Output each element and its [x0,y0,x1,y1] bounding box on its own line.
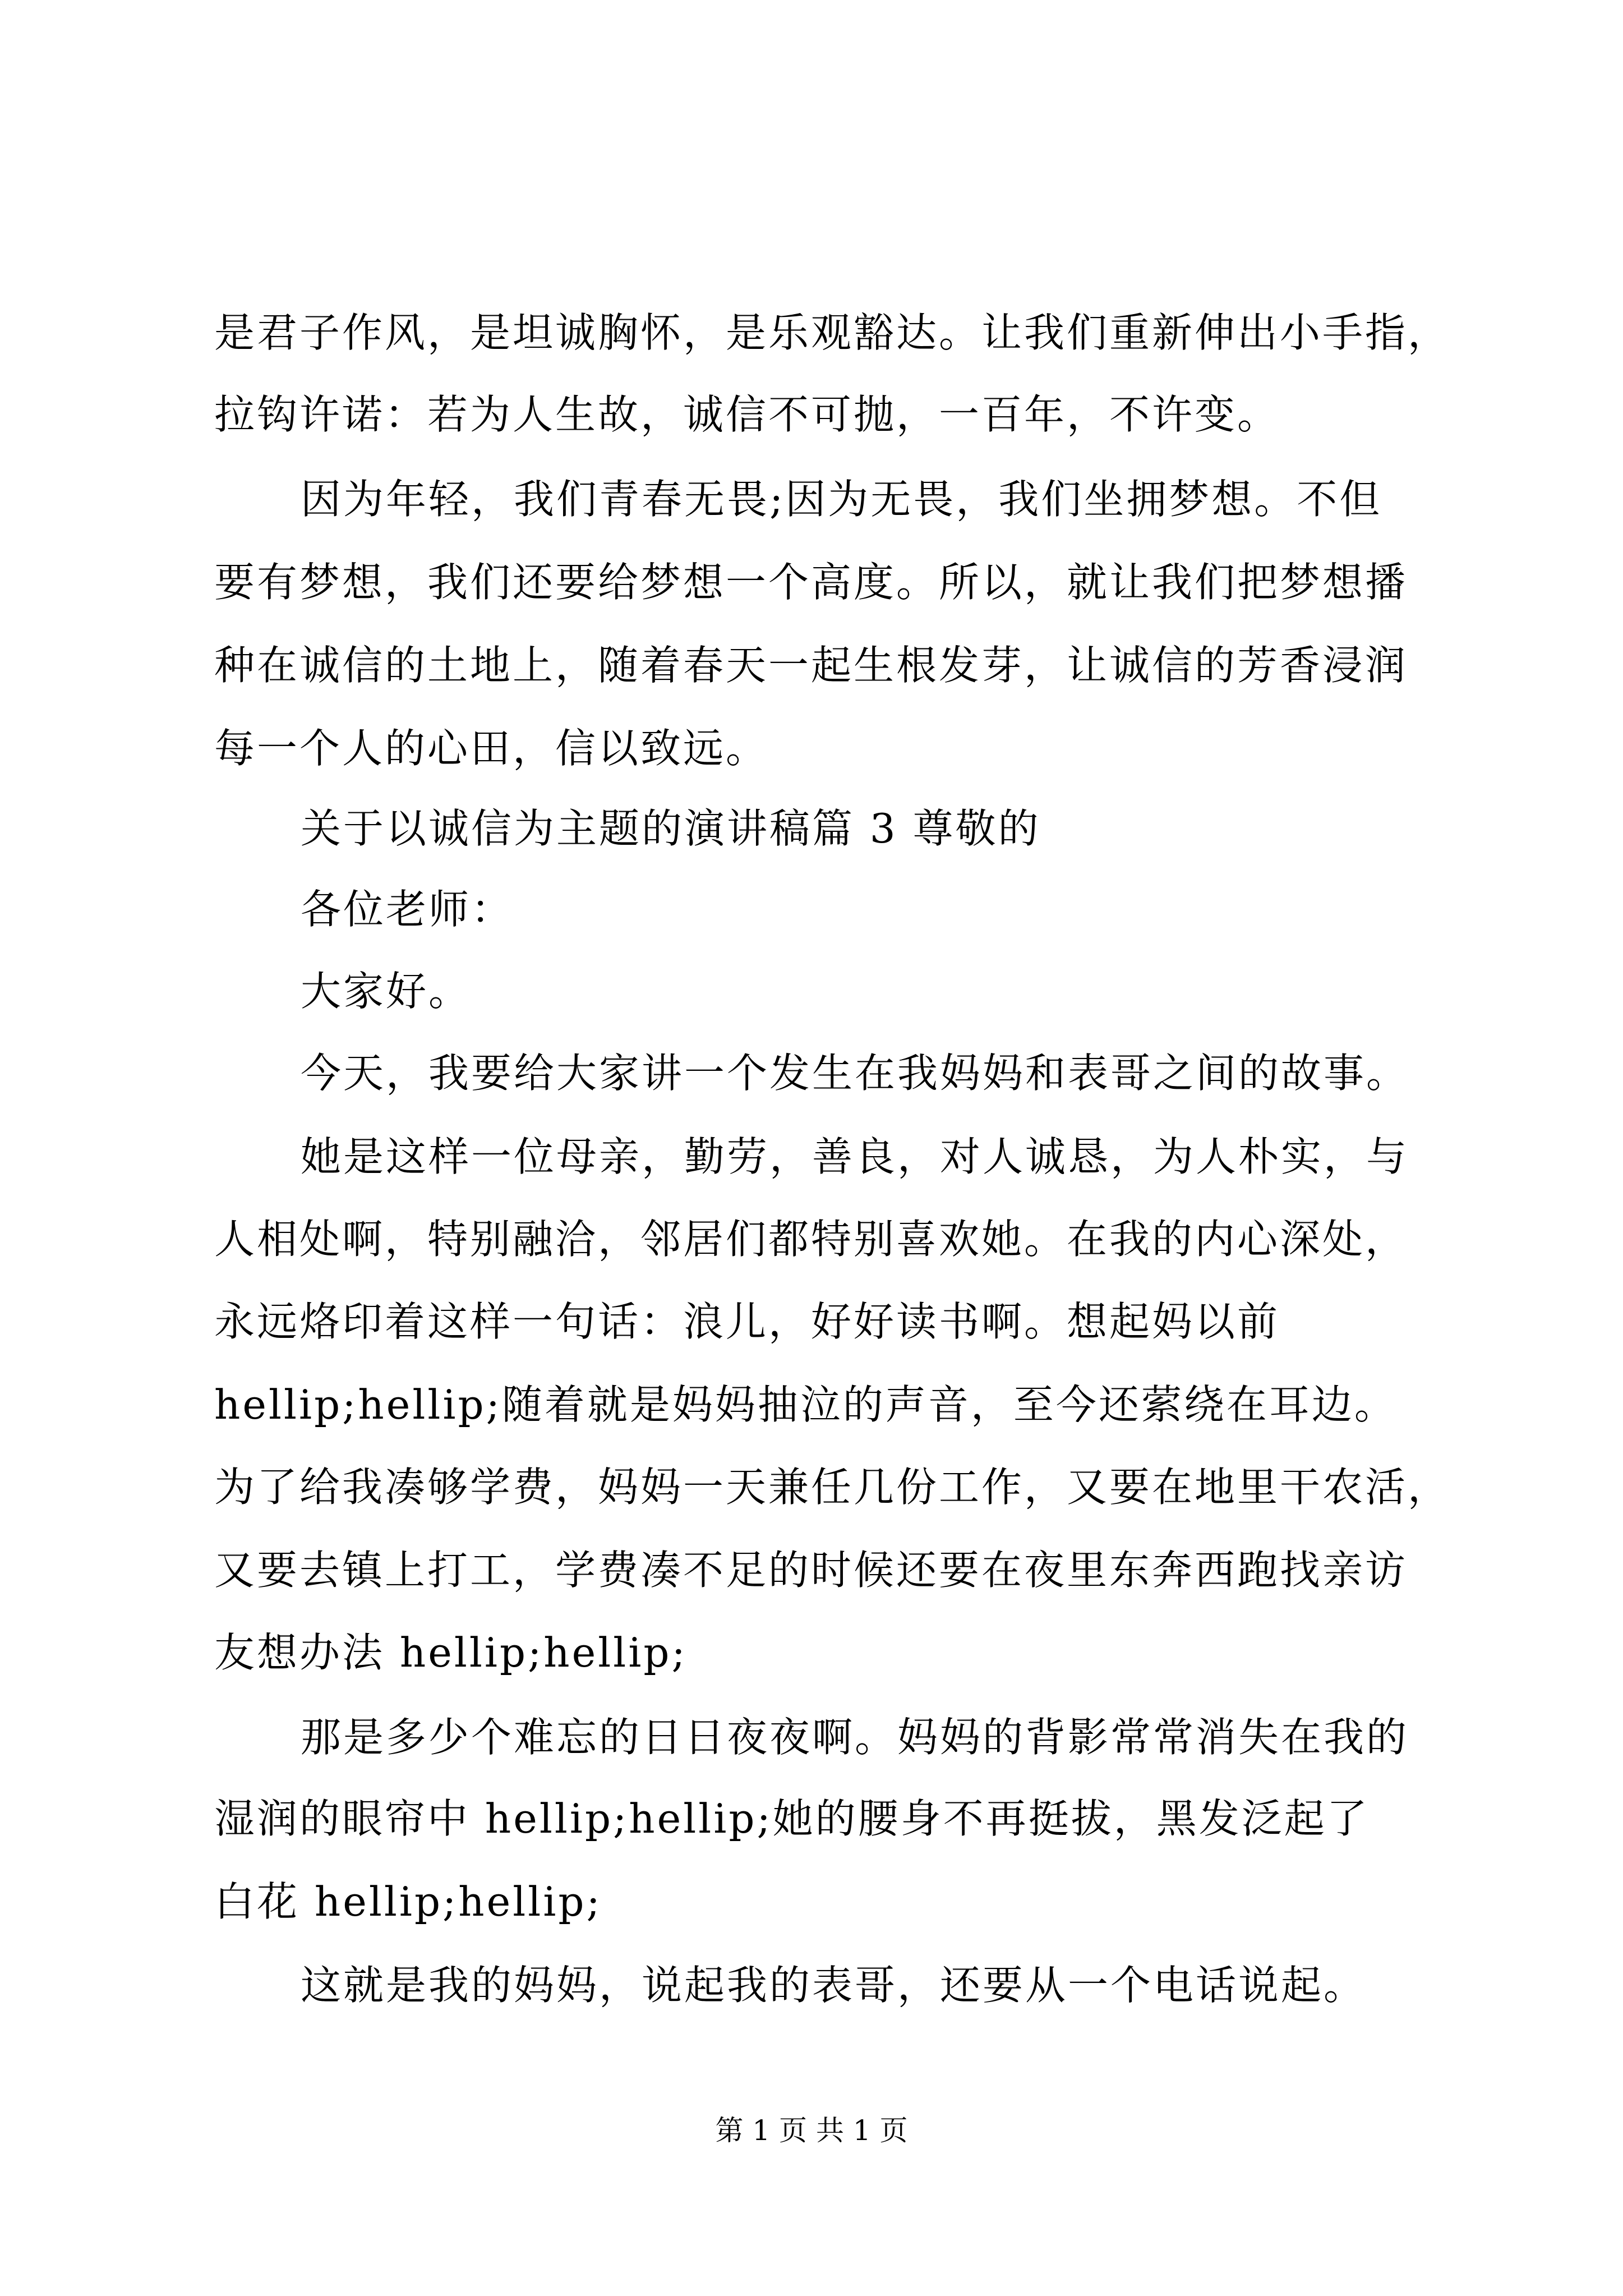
text-line: 又要去镇上打工，学费凑不足的时候还要在夜里东奔西跑找亲访 [214,1547,1408,1594]
text-line: 为了给我凑够学费，妈妈一天兼任几份工作，又要在地里干农活， [214,1464,1451,1511]
section-heading: 关于以诚信为主题的演讲稿篇 3 尊敬的 [301,805,1041,852]
text-line: 永远烙印着这样一句话：浪儿，好好读书啊。想起妈以前 [214,1298,1280,1345]
text-line: 种在诚信的土地上，随着春天一起生根发芽，让诚信的芳香浸润 [214,642,1408,689]
paragraph-start: 她是这样一位母亲，勤劳，善良，对人诚恳，为人朴实，与 [301,1133,1409,1180]
paragraph-start: 因为年轻，我们青春无畏;因为无畏，我们坐拥梦想。不但 [301,476,1382,523]
text-line: 要有梦想，我们还要给梦想一个高度。所以，就让我们把梦想播 [214,559,1408,606]
page-footer: 第 1 页 共 1 页 [715,2114,908,2147]
text-line: hellip;hellip;随着就是妈妈抽泣的声音，至今还萦绕在耳边。 [214,1381,1397,1428]
text-line: 是君子作风，是坦诚胸怀，是乐观豁达。让我们重新伸出小手指， [214,309,1451,356]
text-line: 拉钩许诺：若为人生故，诚信不可抛，一百年，不许变。 [214,391,1280,438]
salutation: 各位老师： [301,886,514,933]
text-line: 白花 hellip;hellip; [214,1878,602,1925]
text-line: 友想办法 hellip;hellip; [214,1629,688,1676]
paragraph-start: 这就是我的妈妈，说起我的表哥，还要从一个电话说起。 [301,1962,1367,2009]
paragraph-start: 今天，我要给大家讲一个发生在我妈妈和表哥之间的故事。 [301,1050,1409,1097]
text-line: 人相处啊，特别融洽，邻居们都特别喜欢她。在我的内心深处， [214,1216,1408,1263]
text-line: 每一个人的心田，信以致远。 [214,725,769,772]
greeting: 大家好。 [301,968,472,1015]
paragraph-start: 那是多少个难忘的日日夜夜啊。妈妈的背影常常消失在我的 [301,1714,1409,1761]
text-line: 湿润的眼帘中 hellip;hellip;她的腰身不再挺拔，黑发泛起了 [214,1795,1370,1842]
